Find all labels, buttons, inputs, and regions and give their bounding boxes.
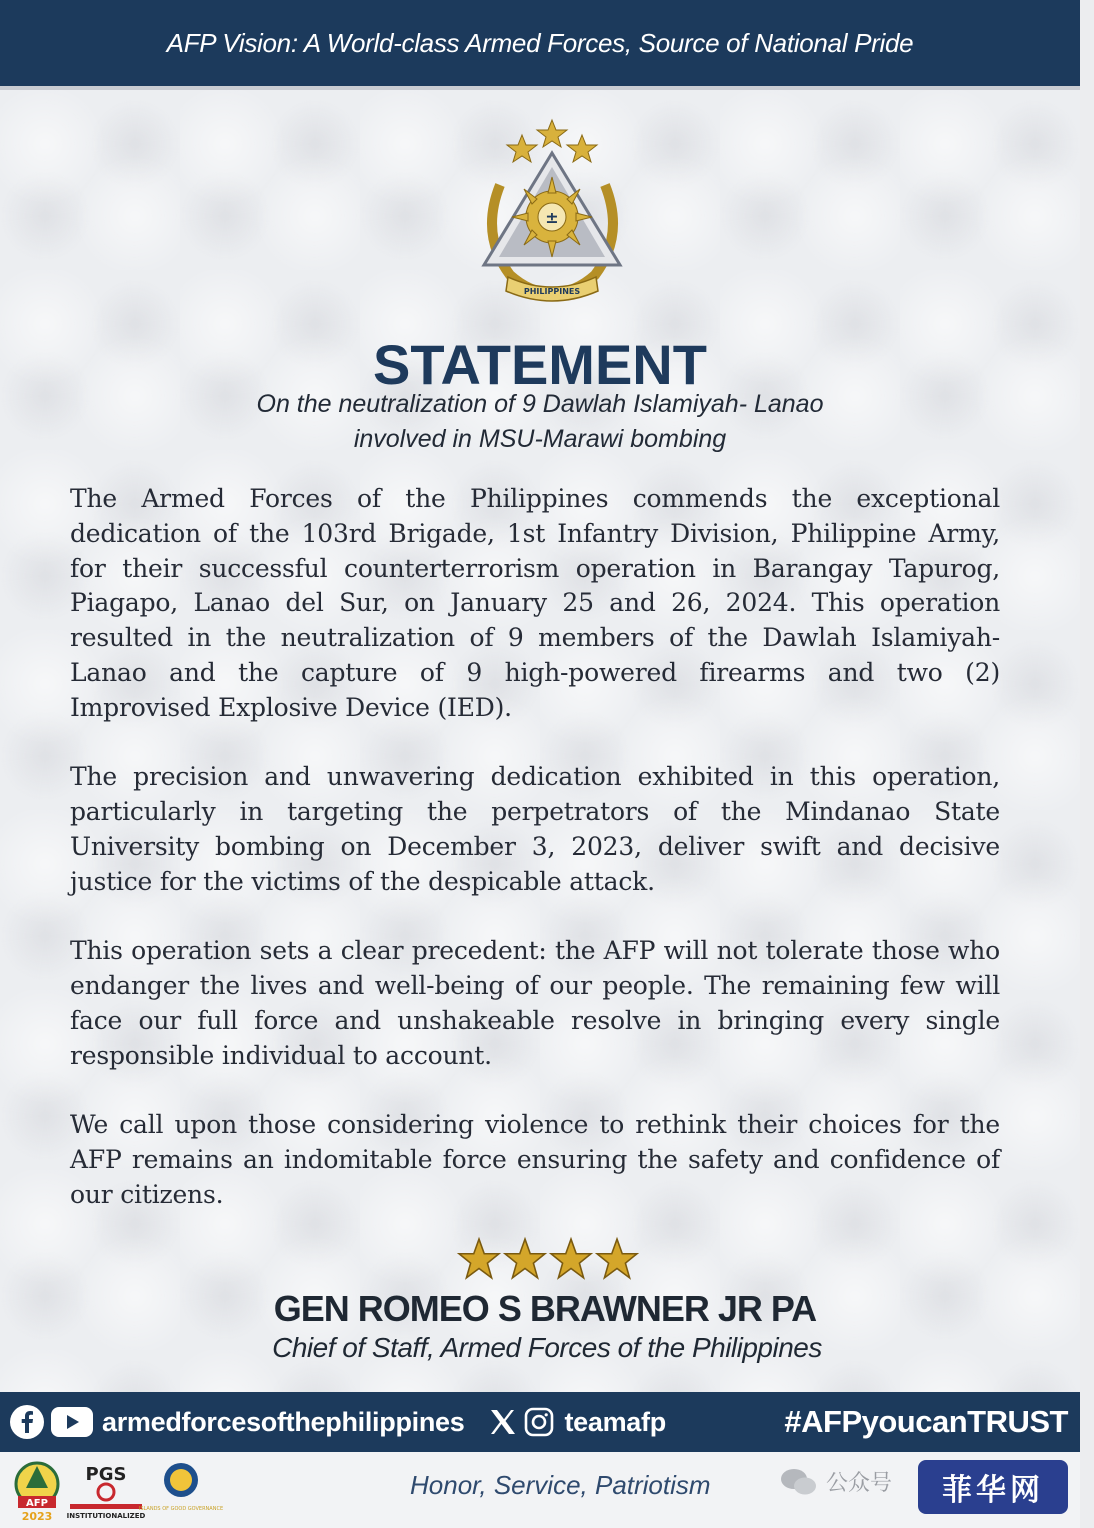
statement-subtitle-line1: On the neutralization of 9 Dawlah Islamiyah- Lanao [256,390,824,418]
afp-2023-logo [14,1458,60,1522]
watermark-text: 公众号 [826,1471,893,1496]
social-bar [0,1392,1080,1452]
svg-text:ISLANDS OF GOOD GOVERNANCE: ISLANDS OF GOOD GOVERNANCE [138,1506,224,1512]
vision-banner [0,0,1080,90]
hashtag: #AFPyoucanTRUST [784,1404,1068,1439]
x-instagram-handle[interactable]: teamafp [564,1406,666,1437]
star-icon [550,1238,592,1280]
footer [0,1452,1080,1528]
wechat-icon [780,1467,818,1497]
statement-body [70,482,1000,1248]
vision-text: AFP Vision: A World-class Armed Forces, Source of National Pride [166,27,914,58]
svg-text:PHILIPPINES: PHILIPPINES [523,287,581,296]
paragraph: This operation sets a clear precedent: the AFP will not tolerate those who endanger the lives and well-being of our people. The remaining few will face our full force and unshakeable resolve in bringing every single responsible individual to account. [70,936,1000,1070]
x-icon[interactable] [486,1405,520,1439]
islands-of-good-governance-logo [138,1460,224,1522]
signatory-role: Chief of Staff, Armed Forces of the Philippines [272,1332,822,1363]
instagram-icon[interactable] [522,1405,556,1439]
svg-text:AFP: AFP [26,1498,48,1509]
statement-title: STATEMENT [373,333,707,396]
svg-text:INSTITUTIONALIZED: INSTITUTIONALIZED [66,1512,146,1520]
paragraph: The Armed Forces of the Philippines commends the exceptional dedication of the 103rd Brigade, 1st Infantry Division, Philippine Army, for their successful counterterrorism operation in Barangay Tapurog, Piagapo, Lanao del Sur, on January 25 and 26, 2024. This operation resulted in the neutralization of 9 members of the Dawlah Islamiyah-Lanao and the capture of 9 high-powered firearms and two (2) Improvised Explosive Device (IED). [70,484,1000,722]
rank-stars [458,1238,638,1282]
facebook-youtube-handle[interactable]: armedforcesofthephilippines [102,1406,465,1437]
paragraph: The precision and unwavering dedication exhibited in this operation, particularly in targeting the perpetrators of the Mindanao State University bombing on December 3, 2023, deliver swift and decisive justice for the victims of the despicable attack. [70,762,1000,896]
star-icon [458,1238,500,1280]
facebook-icon[interactable] [10,1405,44,1439]
star-icon [504,1238,546,1280]
afp-seal-icon [470,115,635,305]
paragraph: We call upon those considering violence to rethink their choices for the AFP remains an indomitable force ensuring the safety and confidence of our citizens. [70,1110,1000,1209]
svg-text:PGS: PGS [85,1464,127,1485]
statement-subtitle-line2: involved in MSU-Marawi bombing [353,425,727,453]
svg-text:±: ± [545,208,559,227]
star-icon [596,1238,638,1280]
svg-text:2023: 2023 [21,1510,53,1523]
motto: Honor, Service, Patriotism [410,1470,711,1500]
wechat-watermark [780,1466,892,1497]
signatory-name: GEN ROMEO S BRAWNER JR PA [273,1288,817,1329]
watermark-badge: 菲华网 [918,1460,1068,1514]
pgs-logo [66,1460,146,1522]
youtube-icon[interactable] [50,1405,94,1439]
